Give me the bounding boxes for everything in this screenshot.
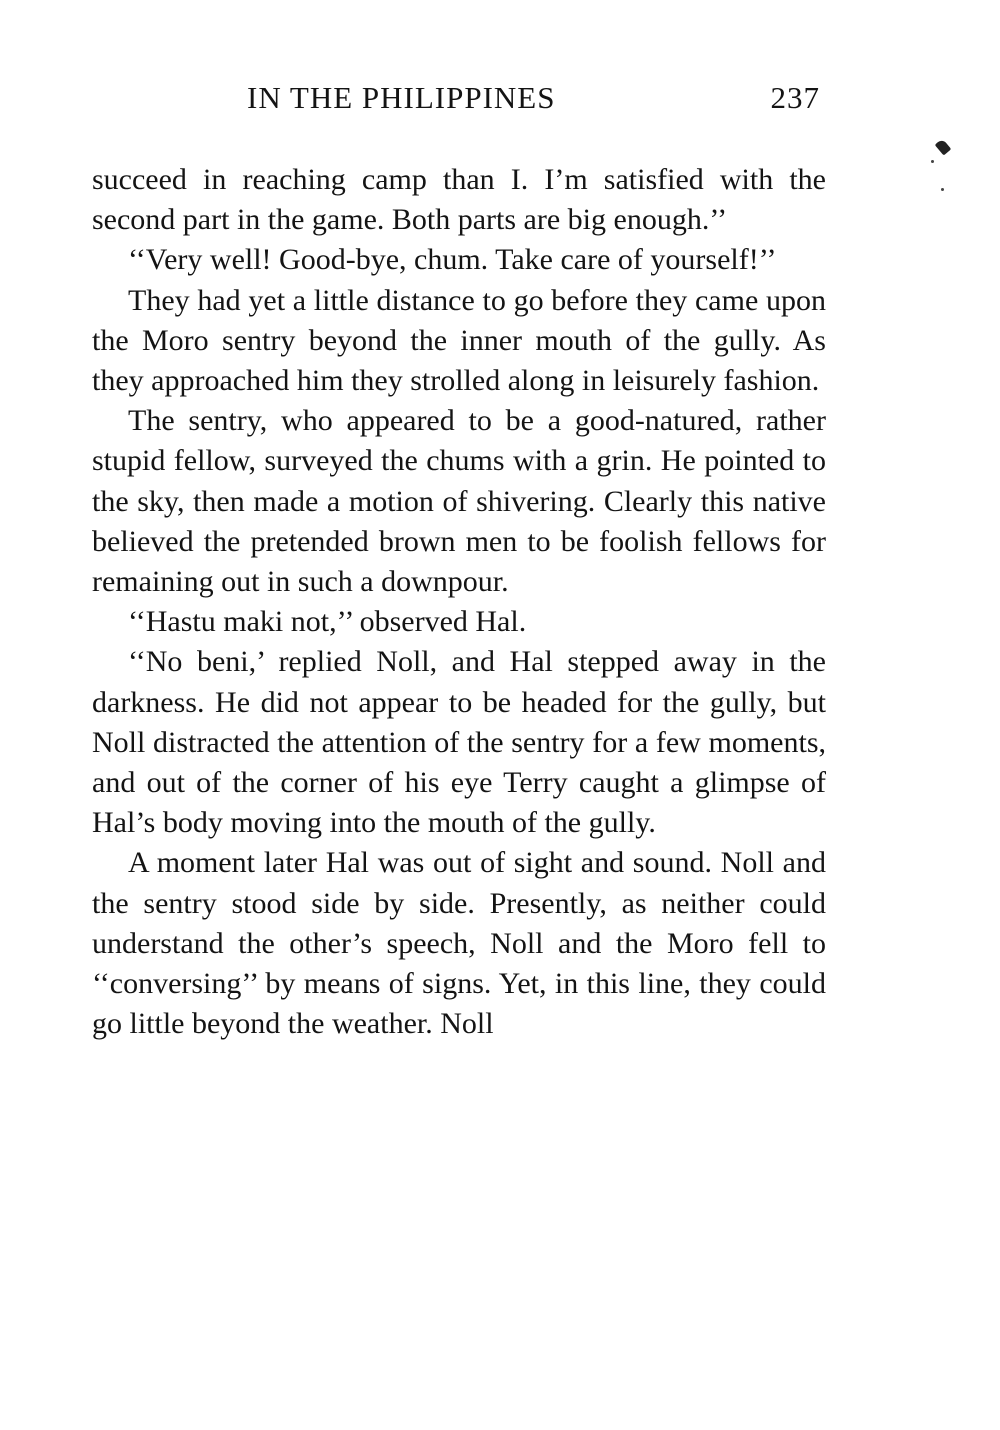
paragraph: The sentry, who appeared to be a good-natured, rather stupid fellow, surveyed the chums with a grin. He pointed to the sky, then made a motion of shivering. Clearly this native believed the pretended brown men to be foolish fellows for remaining out in such a downpour. — [92, 404, 826, 599]
page-header — [92, 80, 820, 120]
paragraph: They had yet a little distance to go before they came upon the Moro sentry beyond the inner mouth of the gully. As they approached him they strolled along in leisurely fashion. — [92, 283, 826, 398]
body-text — [92, 160, 826, 1044]
margin-ink-mark — [935, 138, 952, 155]
paragraph: ‘‘Hastu maki not,’’ observed Hal. — [128, 605, 527, 639]
paragraph: A moment later Hal was out of sight and sound. Noll and the sentry stood side by side. Presently, as neither could understand the other’s speech, Noll and the Moro fell to ‘‘conversing’’ by means of signs. Yet, in this line, they could go little beyond the weather. Noll — [92, 846, 826, 1041]
ink-speck — [941, 188, 944, 191]
page-number: 237 — [770, 80, 820, 115]
ink-speck — [931, 160, 934, 163]
running-head: IN THE PHILIPPINES — [247, 80, 556, 115]
paragraph: ‘‘No beni,’ replied Noll, and Hal stepped away in the darkness. He did not appear to be headed for the gully, but Noll distracted the attention of the sentry for a few moments, and out of the corner of his eye Terry caught a glimpse of Hal’s body moving into the mouth of the gully. — [92, 645, 826, 840]
paragraph: succeed in reaching camp than I. I’m satisfied with the second part in the game. Both parts are big enough.’’ — [92, 163, 826, 237]
paragraph: ‘‘Very well! Good-bye, chum. Take care of yourself!’’ — [128, 243, 777, 277]
